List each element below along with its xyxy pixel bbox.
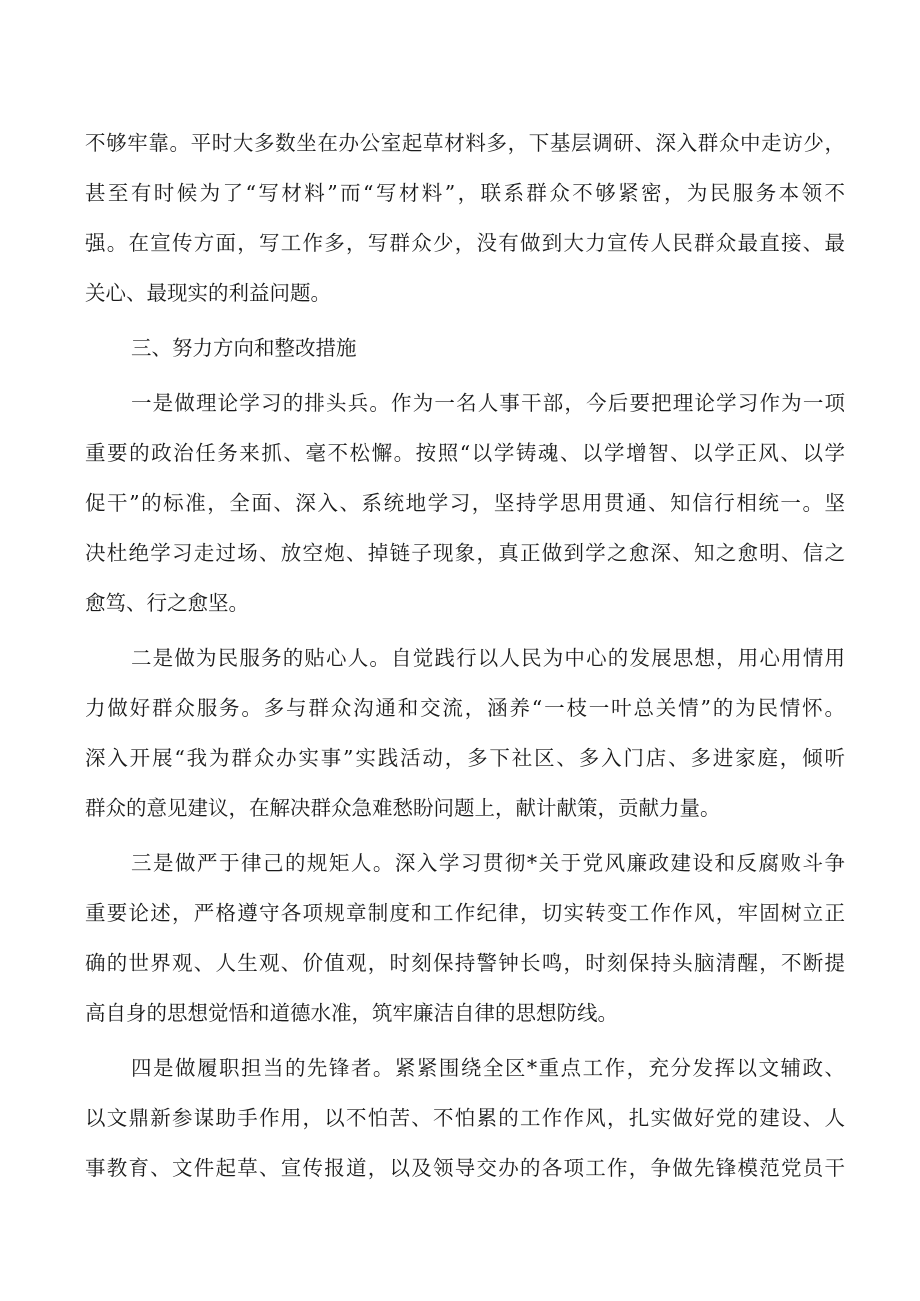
body-text-line: 二是做为民服务的贴心人。自觉践行以人民为中心的发展思想，用心用情用 (131, 646, 845, 670)
body-text-line: 愈笃、行之愈坚。 (85, 591, 249, 615)
body-text-line: 一是做理论学习的排头兵。作为一名人事干部，今后要把理论学习作为一项 (131, 391, 845, 415)
body-text-line: 群众的意见建议，在解决群众急难愁盼问题上，献计献策，贡献力量。 (85, 796, 721, 820)
body-text-line: 决杜绝学习走过场、放空炮、掉链子现象，真正做到学之愈深、知之愈明、信之 (85, 541, 845, 565)
body-text-line: 甚至有时候为了“写材料”而“写材料”，联系群众不够紧密，为民服务本领不 (85, 181, 845, 205)
body-text-line: 以文鼎新参谋助手作用，以不怕苦、不怕累的工作作风，扎实做好党的建设、人 (85, 1106, 845, 1130)
body-text-line: 关心、最现实的利益问题。 (85, 281, 331, 305)
body-text-line: 强。在宣传方面，写工作多，写群众少，没有做到大力宣传人民群众最直接、最 (85, 231, 845, 255)
body-text-line: 三是做严于律己的规矩人。深入学习贯彻*关于党风廉政建设和反腐败斗争 (131, 851, 845, 875)
body-text-line: 确的世界观、人生观、价值观，时刻保持警钟长鸣，时刻保持头脑清醒，不断提 (85, 951, 845, 975)
body-text-line: 不够牢靠。平时大多数坐在办公室起草材料多，下基层调研、深入群众中走访少， (85, 131, 845, 155)
body-text-line: 促干”的标准，全面、深入、系统地学习，坚持学思用贯通、知信行相统一。坚 (85, 491, 845, 515)
body-text-line: 四是做履职担当的先锋者。紧紧围绕全区*重点工作，充分发挥以文辅政、 (131, 1056, 845, 1080)
body-text-line: 事教育、文件起草、宣传报道，以及领导交办的各项工作，争做先锋模范党员干 (85, 1156, 845, 1180)
section-heading: 三、努力方向和整改措施 (131, 336, 357, 360)
body-text-line: 重要论述，严格遵守各项规章制度和工作纪律，切实转变工作作风，牢固树立正 (85, 901, 845, 925)
body-text-line: 重要的政治任务来抓、毫不松懈。按照“以学铸魂、以学增智、以学正风、以学 (85, 441, 845, 465)
body-text-line: 力做好群众服务。多与群众沟通和交流，涵养“一枝一叶总关情”的为民情怀。 (85, 696, 845, 720)
body-text-line: 深入开展“我为群众办实事”实践活动，多下社区、多入门店、多进家庭，倾听 (85, 746, 845, 770)
body-text-line: 高自身的思想觉悟和道德水准，筑牢廉洁自律的思想防线。 (85, 1001, 618, 1025)
